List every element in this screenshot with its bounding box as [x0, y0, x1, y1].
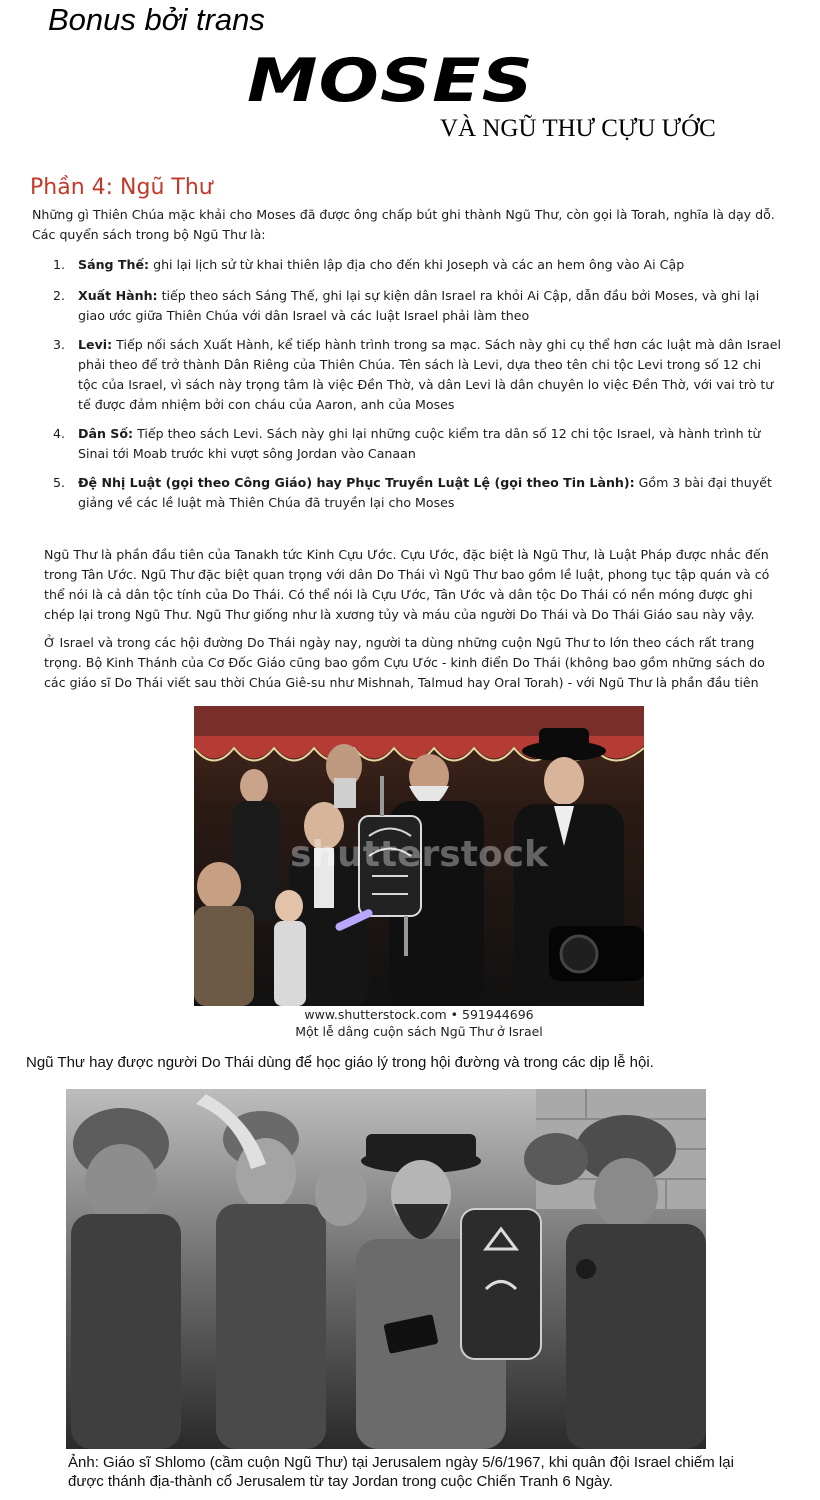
ceremony-photo-illustration	[194, 706, 644, 1006]
paragraph-torah-usage: Ở Israel và trong các hội đường Do Thái ngày nay, người ta dùng những cuộn Ngũ Thư to lớn theo cách rất trang trọng. Bộ Kinh Thánh của Cơ Đốc Giáo cũng bao gồm Cựu Ước - kinh điển Do Thái (không bao gồm những sách do các giáo sĩ Do Thái viết sau thời Chúa Giê-su như Mishnah, Talmud hay Oral Torah) - với Ngũ Thư là phần đầu tiên	[44, 635, 765, 690]
book-item	[53, 473, 783, 513]
section-intro: Những gì Thiên Chúa mặc khải cho Moses đã được ông chấp bút ghi thành Ngũ Thư, còn gọi là Torah, nghĩa là dạy dỗ. Các quyển sách trong bộ Ngũ Thư là:	[32, 207, 775, 242]
bonus-line: Bonus bởi trans	[48, 2, 265, 37]
book-list	[53, 255, 783, 513]
photo-caption-jerusalem: Ảnh: Giáo sĩ Shlomo (cầm cuộn Ngũ Thư) tại Jerusalem ngày 5/6/1967, khi quân đội Israel chiếm lại được thánh địa-thành cổ Jerusalem từ tay Jordan trong cuộc Chiến Tranh 6 Ngày.	[68, 1454, 734, 1490]
document-title: MOSES	[247, 46, 534, 116]
book-description: Tiếp nối sách Xuất Hành, kể tiếp hành trình trong sa mạc. Sách này ghi cụ thể hơn các luật mà dân Israel phải theo để trở thành Dân Riêng của Thiên Chúa. Tên sách là Levi, dựa theo tên chi tộc Levi trong số 12 chi tộc của Israel, vì sách này trọng tâm là việc Đền Thờ, và dân Levi là dân chuyên lo việc Đền Thờ, với vai trò tư tế được đảm nhiệm bởi con cháu của Aaron, anh của Moses	[78, 337, 782, 412]
statement-text: Ngũ Thư hay được người Do Thái dùng để học giáo lý trong hội đường và trong các dịp lễ hội.	[26, 1054, 654, 1071]
book-name: Đệ Nhị Luật (gọi theo Công Giáo) hay Phục Truyền Luật Lệ (gọi theo Tin Lành):	[78, 475, 635, 490]
book-number: 1.	[53, 257, 66, 272]
book-name: Levi:	[78, 337, 113, 352]
book-description: Tiếp theo sách Levi. Sách này ghi lại những cuộc kiểm tra dân số 12 chi tộc Israel, và hành trình từ Sinai tới Moab trước khi vượt sông Jordan vào Canaan	[78, 426, 761, 461]
book-number: 2.	[53, 288, 66, 303]
book-item	[53, 286, 783, 326]
book-name: Xuất Hành:	[78, 288, 158, 303]
book-number: 4.	[53, 426, 66, 441]
photo-torah-ceremony	[194, 706, 644, 1006]
paragraph-torah-importance: Ngũ Thư là phần đầu tiên của Tanakh tức Kinh Cựu Ước. Cựu Ước, đặc biệt là Ngũ Thư, là Luật Pháp được nhắc đến trong Tân Ước. Ngũ Thư đặc biệt quan trọng với dân Do Thái vì Ngũ Thư bao gồm lề luật, phong tục tập quán và có thể nói là cả dân tộc tính của Do Thái. Có thể nói là Cựu Ước, Tân Ước và dân tộc Do Thái có nền móng được ghi chép lại trong Ngũ Thư. Ngũ Thư giống như là xương tủy và máu của người Do Thái và Do Thái Giáo sau này vậy.	[44, 547, 770, 622]
book-description: tiếp theo sách Sáng Thế, ghi lại sự kiện dân Israel ra khỏi Ai Cập, dẫn đầu bởi Moses, và ghi lại giao ước giữa Thiên Chúa với dân Israel và các luật Israel phải làm theo	[78, 288, 760, 323]
book-number: 5.	[53, 475, 66, 490]
photo-rabbi-jerusalem	[66, 1089, 706, 1449]
book-description: Gồm 3 bài đại thuyết giảng về các lề luật mà Thiên Chúa đã truyền lại cho Moses	[78, 475, 772, 510]
photo-caption: Một lễ dâng cuộn sách Ngũ Thư ở Israel	[295, 1024, 543, 1039]
jerusalem-photo-illustration	[66, 1089, 706, 1449]
book-name: Sáng Thế:	[78, 257, 150, 272]
watermark-text: shutterstock	[290, 834, 548, 875]
section-heading: Phần 4: Ngũ Thư	[30, 175, 213, 200]
document-subtitle: VÀ NGŨ THƯ CỰU ƯỚC	[440, 115, 716, 142]
book-description: ghi lại lịch sử từ khai thiên lập địa cho đến khi Joseph và các an hem ông vào Ai Cập	[149, 257, 685, 272]
book-name: Dân Số:	[78, 426, 134, 441]
book-item	[53, 335, 783, 415]
photo-source-line: www.shutterstock.com • 591944696	[304, 1007, 534, 1022]
book-item	[53, 255, 783, 275]
book-number: 3.	[53, 337, 66, 352]
book-item	[53, 424, 783, 464]
